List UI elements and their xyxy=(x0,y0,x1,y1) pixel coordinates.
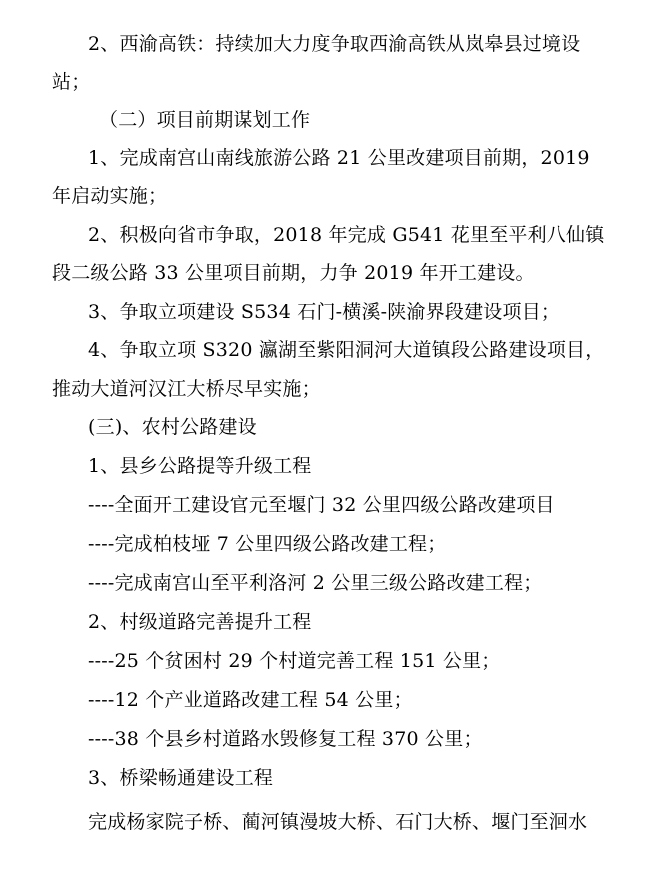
list-item: ----完成南宫山至平利洛河 2 公里三级公路改建工程； xyxy=(88,572,543,594)
paragraph-line: 年启动实施； xyxy=(52,185,168,207)
paragraph-line: 4、争取立项 S320 瀛湖至紫阳洞河大道镇段公路建设项目， xyxy=(88,339,605,361)
paragraph-line: 站； xyxy=(52,71,91,93)
list-item: ----全面开工建设官元至堰门 32 公里四级公路改建项目 xyxy=(88,494,555,516)
paragraph-line: 3、争取立项建设 S534 石门-横溪-陕渝界段建设项目； xyxy=(88,301,561,323)
paragraph-line: 完成杨家院子桥、蔺河镇漫坡大桥、石门大桥、堰门至洄水 xyxy=(88,811,588,833)
subsection-heading: 3、桥梁畅通建设工程 xyxy=(88,767,274,789)
section-heading: (三)、农村公路建设 xyxy=(88,416,257,438)
list-item: ----38 个县乡村道路水毁修复工程 370 公里； xyxy=(88,728,483,750)
list-item: ----25 个贫困村 29 个村道完善工程 151 公里； xyxy=(88,650,501,672)
paragraph-line: 段二级公路 33 公里项目前期，力争 2019 年开工建设。 xyxy=(52,262,535,284)
paragraph-line: 推动大道河汉江大桥尽早实施； xyxy=(52,378,321,400)
paragraph-line: 2、西渝高铁：持续加大力度争取西渝高铁从岚皋县过境设 xyxy=(88,33,581,55)
subsection-heading: 2、村级道路完善提升工程 xyxy=(88,611,312,633)
list-item: ----完成柏枝垭 7 公里四级公路改建工程； xyxy=(88,533,447,555)
section-heading: （二）项目前期谋划工作 xyxy=(99,109,311,131)
list-item: ----12 个产业道路改建工程 54 公里； xyxy=(88,689,413,711)
paragraph-line: 2、积极向省市争取，2018 年完成 G541 花里至平利八仙镇 xyxy=(88,224,605,246)
subsection-heading: 1、县乡公路提等升级工程 xyxy=(88,455,312,477)
paragraph-line: 1、完成南宫山南线旅游公路 21 公里改建项目前期，2019 xyxy=(88,147,590,169)
